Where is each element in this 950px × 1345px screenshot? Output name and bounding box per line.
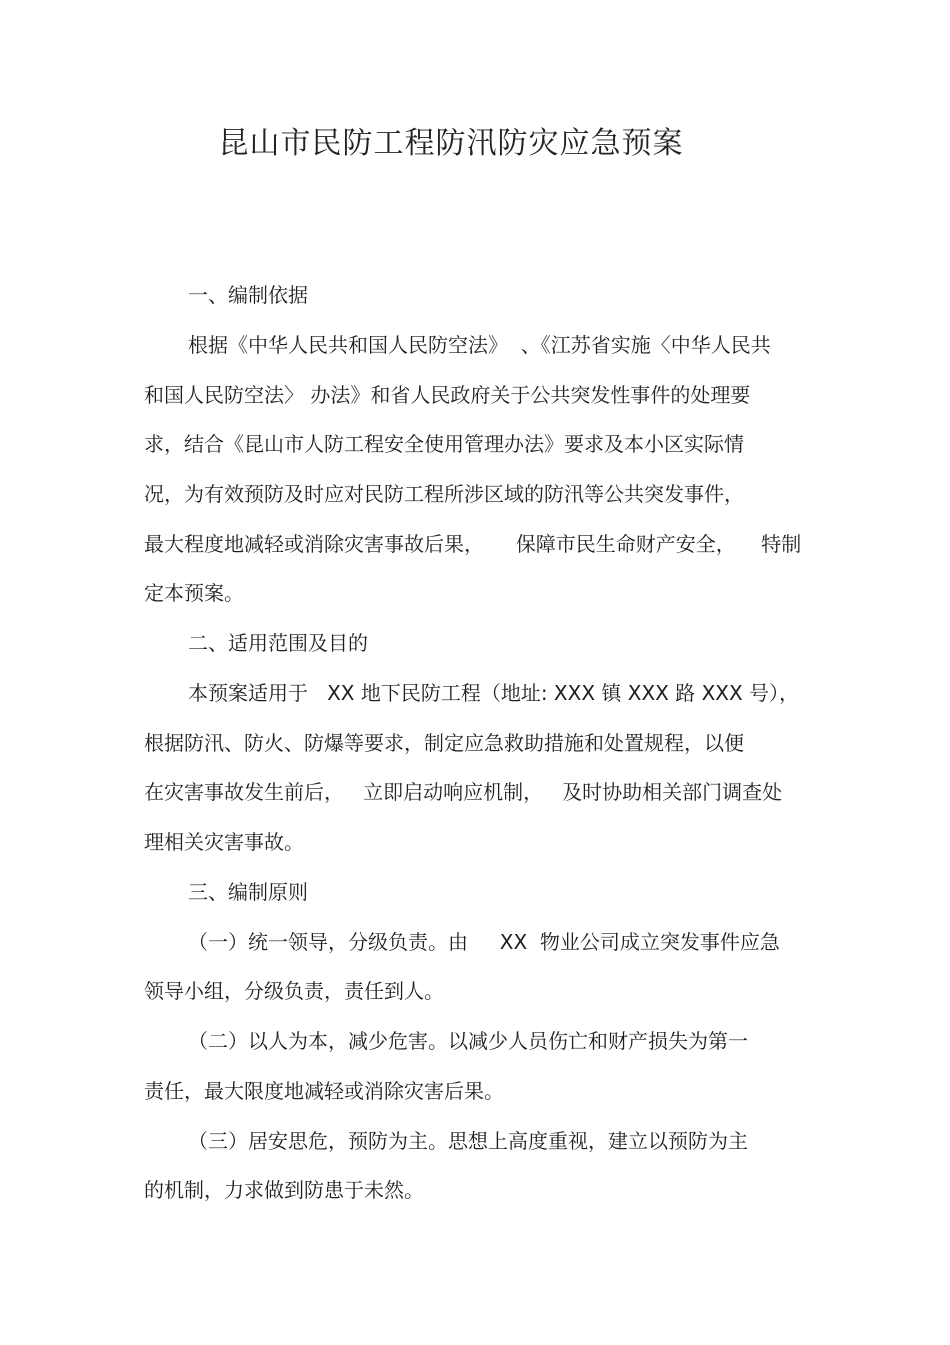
paragraph-line: 的机制，力求做到防患于未然。: [144, 1178, 424, 1202]
paragraph-line: 求，结合《昆山市人防工程安全使用管理办法》要求及本小区实际情: [144, 432, 744, 456]
paragraph-line: 最大程度地减轻或消除灾害事故后果， 保障市民生命财产安全， 特制: [144, 532, 802, 556]
paragraph-line: 定本预案。: [144, 581, 244, 605]
paragraph-line: （三）居安思危，预防为主。思想上高度重视，建立以预防为主: [188, 1129, 748, 1153]
paragraph-line: 领导小组，分级负责，责任到人。: [144, 979, 444, 1003]
section-heading-basis: 一、编制依据: [188, 283, 308, 307]
paragraph-line: 在灾害事故发生前后， 立即启动响应机制， 及时协助相关部门调查处: [144, 780, 783, 804]
paragraph-line: 本预案适用于 XX 地下民防工程（地址: XXX 镇 XXX 路 XXX 号），: [188, 681, 800, 705]
paragraph-line: 责任，最大限度地减轻或消除灾害后果。: [144, 1079, 504, 1103]
paragraph-line: 根据防汛、防火、防爆等要求，制定应急救助措施和处置规程，以便: [144, 731, 744, 755]
paragraph-line: （二）以人为本，减少危害。以减少人员伤亡和财产损失为第一: [188, 1029, 748, 1053]
paragraph-line: 根据《中华人民共和国人民防空法》 、《江苏省实施〈中华人民共: [188, 333, 771, 357]
paragraph-line: （一）统一领导，分级负责。由 XX 物业公司成立突发事件应急: [188, 930, 780, 954]
section-heading-principles: 三、编制原则: [188, 880, 308, 904]
paragraph-line: 况，为有效预防及时应对民防工程所涉区域的防汛等公共突发事件，: [144, 482, 744, 506]
document-title: 昆山市民防工程防汛防灾应急预案: [218, 126, 684, 161]
paragraph-line: 理相关灾害事故。: [144, 830, 304, 854]
paragraph-line: 和国人民防空法〉 办法》和省人民政府关于公共突发性事件的处理要: [144, 383, 751, 407]
section-heading-scope: 二、适用范围及目的: [188, 631, 368, 655]
